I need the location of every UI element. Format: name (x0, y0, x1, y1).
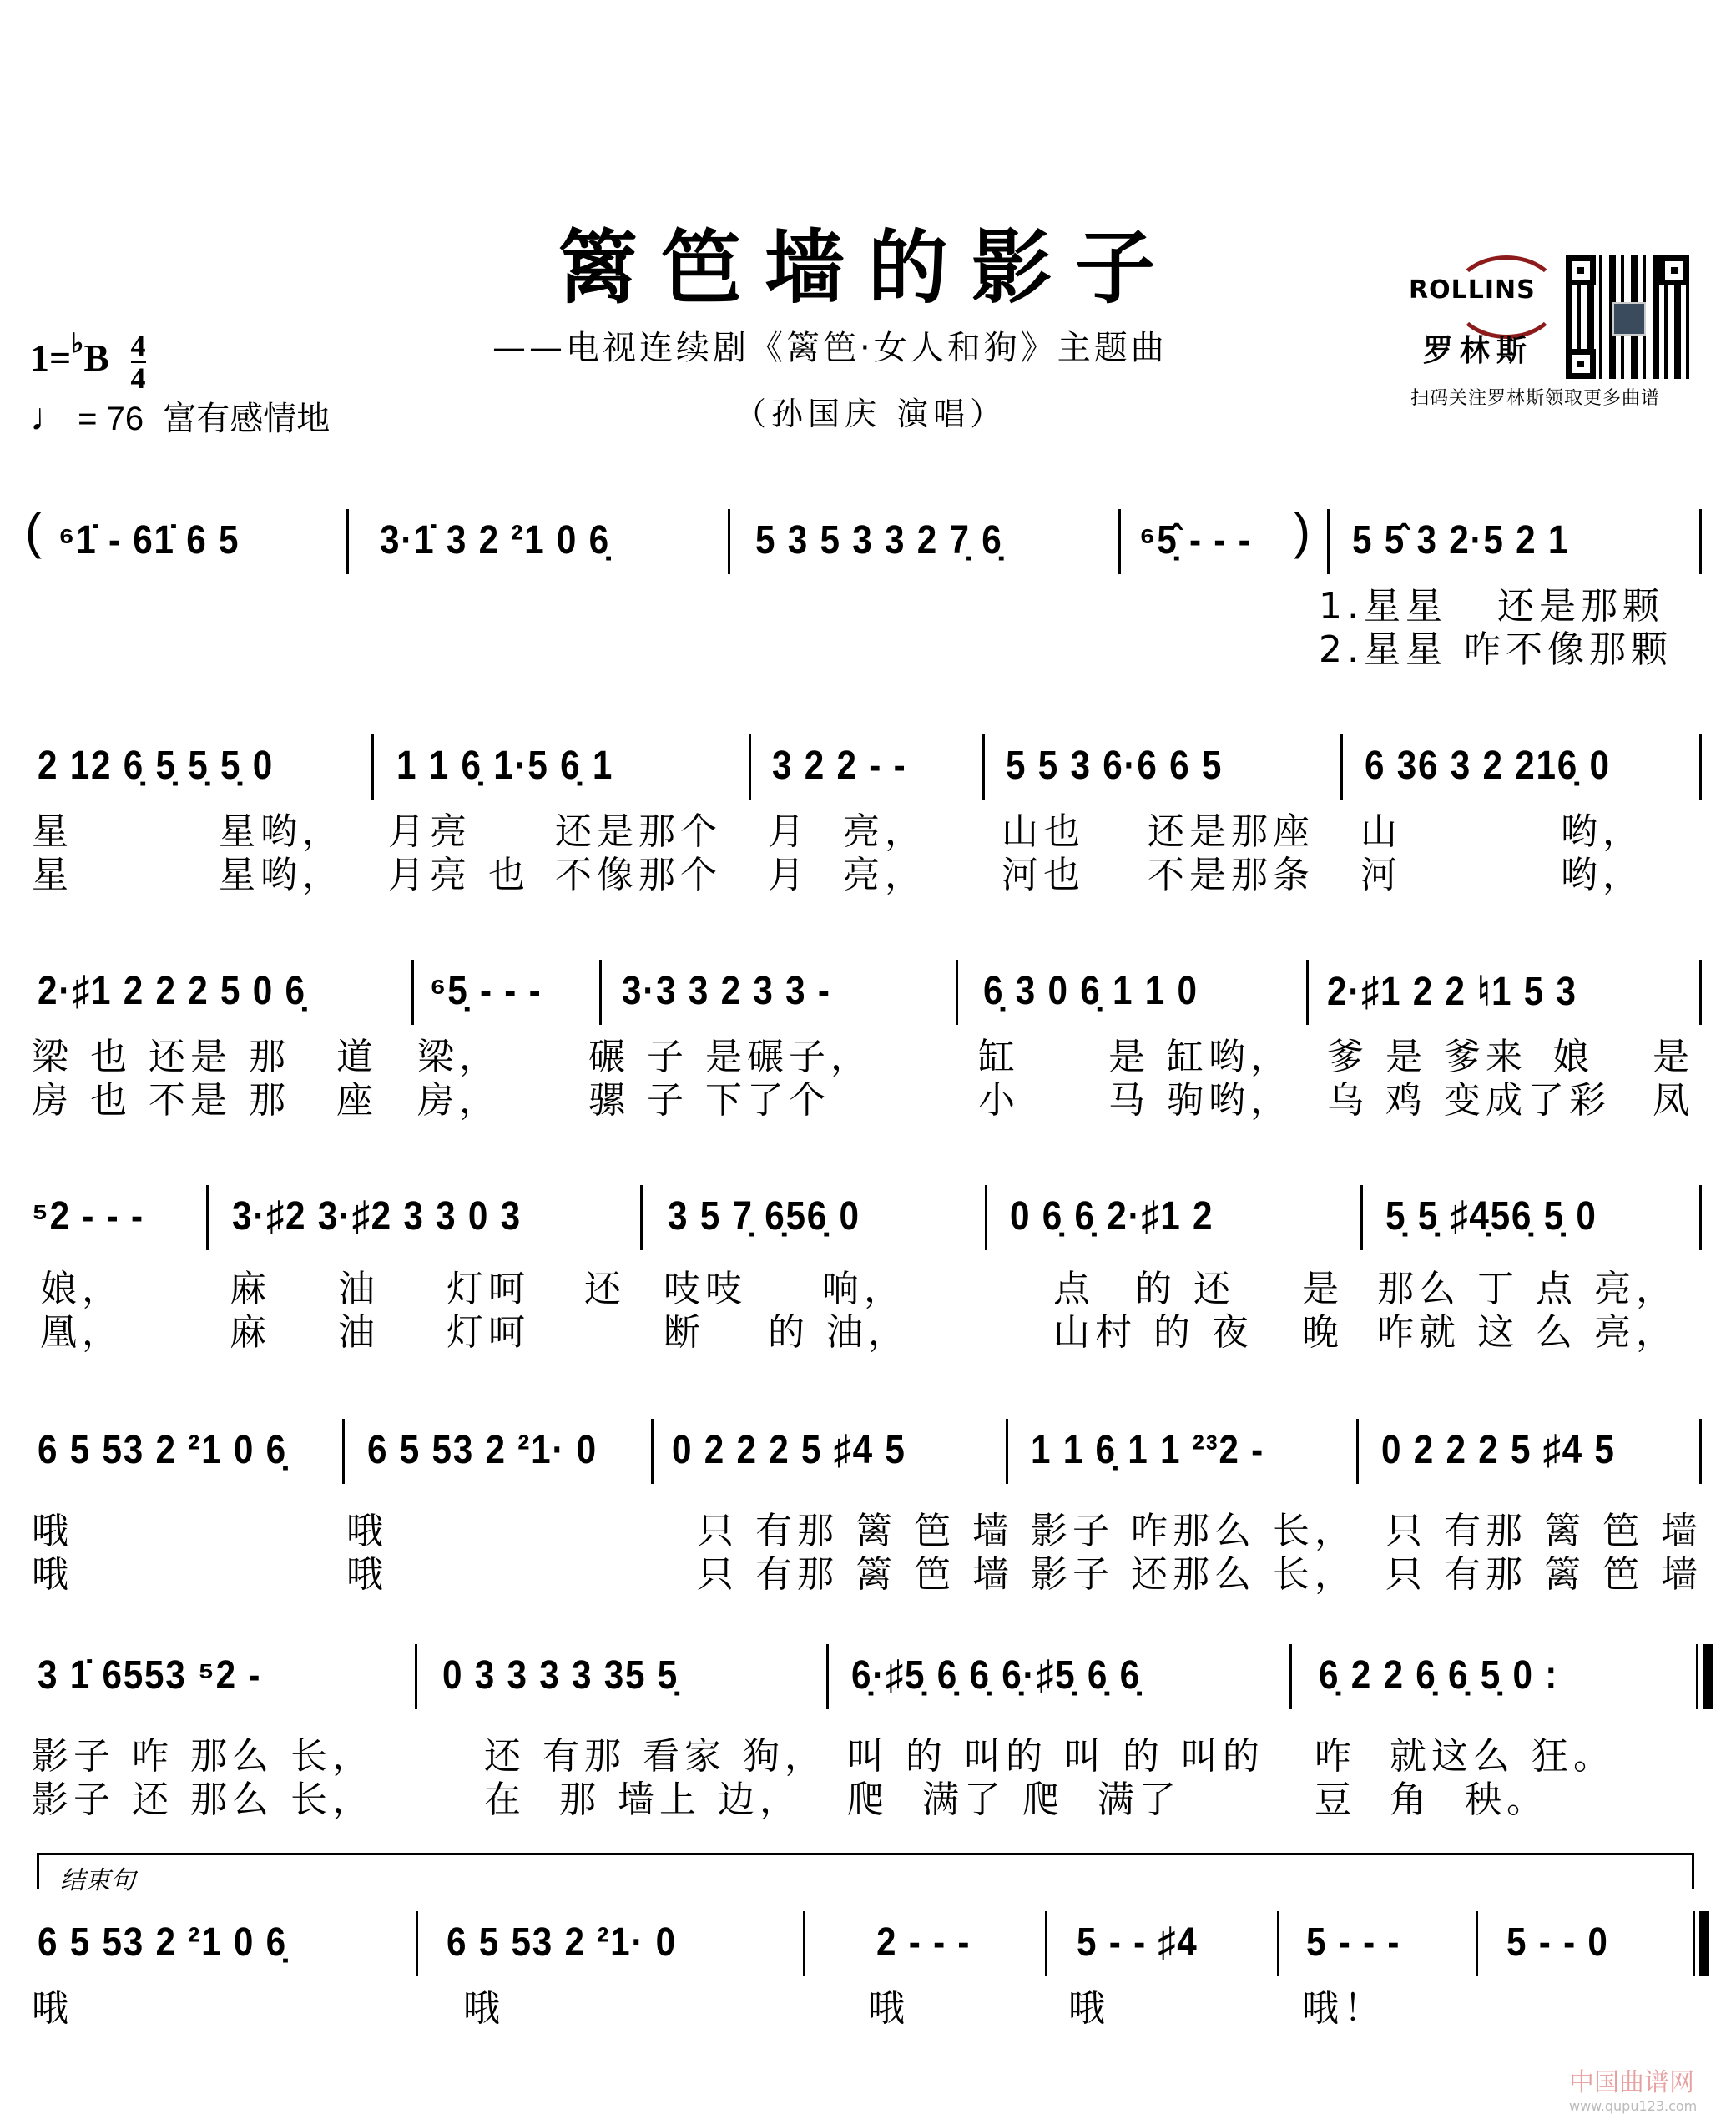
open-paren: ( (25, 503, 42, 559)
measure: 3 2 2 - - (772, 744, 907, 788)
measure: ⁵2 - - - (32, 1194, 144, 1239)
lyric: 油 (338, 1311, 380, 1354)
lyric: 月 (768, 854, 810, 896)
measure: 6 5 53 2 ²1· 0 (367, 1428, 598, 1472)
lyric: 乌 鸡 变成了彩 (1327, 1079, 1611, 1122)
lyric: 梁 也 还是 那 (32, 1036, 290, 1078)
time-top: 4 (130, 328, 146, 362)
barline (1476, 1911, 1478, 1976)
lyric: 影子 还 那么 长， (32, 1778, 374, 1821)
measure: ⁶5̣ - - - (430, 969, 542, 1013)
measure: 5̣ 5̣ ♯4̣56̣ 5̣ 0 (1385, 1194, 1597, 1239)
lyric: 亮， (843, 810, 926, 853)
barline (206, 1185, 209, 1250)
watermark-url: www.qupu123.com (1569, 2098, 1698, 2114)
song-subtitle: ——电视连续剧《篱笆·女人和狗》主题曲 (492, 329, 1168, 367)
quarter-note-icon: ♩ (30, 395, 68, 438)
measure: 3·♯2 3·♯2 3 3 0 3 (232, 1194, 522, 1239)
barline (1306, 960, 1309, 1025)
measure: ⁶1̇ - 61̇ 6 5 (58, 518, 240, 563)
lyric: 座 (336, 1079, 378, 1122)
lyric: 麻 (230, 1268, 271, 1310)
lyric: 哦 (463, 1987, 505, 2030)
lyric: 娘 (1552, 1036, 1594, 1078)
lyric: 影子 咋 那么 长， (32, 1735, 374, 1778)
lyric: 骡 子 下了个 (588, 1079, 830, 1122)
lyric: 还是那座 (1148, 810, 1315, 853)
barline (1327, 509, 1330, 574)
measure: 2 - - - (876, 1920, 971, 1965)
barline (1006, 1419, 1008, 1484)
lyric: 月 (768, 810, 810, 853)
lyric: 哟， (1561, 854, 1644, 896)
lyric: 哦 (32, 1510, 73, 1552)
measure: 5 - - ♯4 (1077, 1920, 1199, 1965)
measure: 2·♯1 2 2 ♮1 5 3 (1327, 970, 1577, 1014)
lyric: 哦 (32, 1987, 73, 2030)
lyric: 是 (1302, 1268, 1344, 1310)
repeat-barline-thick (1703, 1644, 1713, 1709)
measure: 0 3 3 3 3 35 5̣ (442, 1653, 679, 1698)
lyric: 不是那条 (1148, 854, 1315, 896)
lyric: 断 (664, 1311, 705, 1354)
measure: 0 2 2 2 5 ♯4 5 (1381, 1428, 1616, 1472)
lyric: 河也 (1002, 854, 1085, 896)
brand-logo-cn: 罗林斯 (1423, 333, 1534, 368)
barline (728, 509, 730, 574)
lyric: 小 (978, 1079, 1020, 1122)
lyric: 哦 (1068, 1987, 1110, 2030)
lyric: 叫 的 叫的 叫 的 叫的 (847, 1735, 1264, 1778)
repeat-barline-thin (1696, 1644, 1698, 1709)
lyric: 灯呵 (447, 1268, 530, 1310)
lyric: 碾 子 是碾子， (588, 1036, 872, 1078)
lyrics-verse-1: 1.星星 还是那颗 (1319, 585, 1664, 628)
lyric: 道 (336, 1036, 378, 1078)
lyric: 河 (1360, 854, 1402, 896)
lyric: 梁， (417, 1036, 501, 1078)
lyric: 哦 (868, 1987, 910, 2030)
barline (411, 960, 414, 1025)
lyric: 凤 (1653, 1079, 1694, 1122)
barline (1699, 509, 1702, 574)
lyric: 的 油， (768, 1311, 910, 1354)
tempo-marking (30, 392, 330, 440)
barline (982, 734, 985, 800)
lyric: 晚 (1302, 1311, 1344, 1354)
lyric: 影子 还那么 长， (1031, 1553, 1356, 1596)
barline (1356, 1419, 1359, 1484)
lyric: 还是那个 (555, 810, 722, 853)
measure: 6̣ 3 0 6̣ 1 1 0 (983, 969, 1199, 1013)
measure: 3·1̇ 3 2 ²1 0 6̣ (380, 518, 610, 563)
lyric: 山 (1360, 810, 1402, 853)
barline (346, 509, 349, 574)
lyric: 在 那 墙上 边， (484, 1778, 801, 1821)
lyric: 是 缸哟， (1108, 1036, 1292, 1078)
final-barline-thin (1693, 1911, 1695, 1976)
lyric: 哟， (1561, 810, 1644, 853)
measure: 5 5̂ 3 2·5 2 1 (1352, 518, 1570, 563)
lyric: 点 (1053, 1268, 1095, 1310)
barline (826, 1644, 829, 1709)
lyric: 只 有那 篱 笆 墙 (1385, 1510, 1703, 1552)
barline (749, 734, 751, 800)
barline (985, 1185, 987, 1250)
measure: 1 1 6̣ 1·5 6̣ 1 (396, 744, 614, 788)
lyric: 凰， (40, 1311, 124, 1354)
lyric: 咋 就这么 狂。 (1315, 1735, 1615, 1778)
qr-caption: 扫码关注罗林斯领取更多曲谱 (1410, 387, 1661, 408)
lyric: 咋就 这 么 亮， (1377, 1311, 1678, 1354)
lyric: 房 也 不是 那 (32, 1079, 290, 1122)
lyric: 马 驹哟， (1108, 1079, 1292, 1122)
lyric: 爬 满了 爬 满了 (847, 1778, 1181, 1821)
measure: 5 3 5 3 3 2 7̣ 6̣ (755, 518, 1003, 563)
lyric: 只 有那 篱 笆 墙 (697, 1553, 1014, 1596)
final-barline-thick (1699, 1911, 1709, 1976)
key-note: B (83, 336, 109, 379)
lyric: 不像那个 (555, 854, 722, 896)
saxophone-icon (1612, 302, 1646, 336)
lyric: 亮， (843, 854, 926, 896)
site-watermark (1569, 2061, 1697, 2114)
measure: 2·♯1 2 2 2 5 0 6̣ (38, 969, 306, 1013)
lyric: 哦 (346, 1510, 388, 1552)
measure: 3 5 7̣ 6̣56̣ 0 (668, 1194, 860, 1239)
measure: 3 1̇ 6553 ⁵2 - (38, 1653, 262, 1698)
ending-label: 结束句 (60, 1867, 135, 1895)
measure: 0 6̣ 6̣ 2·♯1 2 (1010, 1194, 1214, 1239)
barline (342, 1419, 345, 1484)
lyric: 星 (32, 810, 73, 853)
barline (416, 1911, 418, 1976)
barline (803, 1911, 805, 1976)
measure: ⁶5̣̂ - - - (1139, 518, 1252, 563)
time-signature (131, 330, 146, 393)
lyric: 星哟， (219, 810, 344, 853)
barline (371, 734, 374, 800)
lyric: 哦 (346, 1553, 388, 1596)
lyric: 哦！ (1302, 1987, 1385, 2030)
barline (599, 960, 602, 1025)
measure: 6̣·♯5̣ 6̣ 6̣ 6̣·♯5̣ 6̣ 6̣ (851, 1653, 1141, 1698)
barline (1360, 1185, 1363, 1250)
watermark-text: 中国曲谱网 (1569, 2068, 1694, 2097)
barline (1289, 1644, 1292, 1709)
barline (1045, 1911, 1047, 1976)
lyric: 油 (338, 1268, 380, 1310)
time-bottom: 4 (130, 361, 146, 395)
measure: 5 - - 0 (1506, 1920, 1609, 1965)
lyric: 吱吱 (664, 1268, 747, 1310)
measure: 6 5 53 2 ²1 0 6̣ (38, 1428, 287, 1472)
lyric: 影子 咋那么 长， (1031, 1510, 1356, 1552)
lyric: 的 还 (1135, 1268, 1235, 1310)
lyric: 爹 是 爹来 (1327, 1036, 1527, 1078)
measure: 2 12 6̣ 5̣ 5̣ 5̣ 0 (38, 744, 274, 788)
lyric: 是 (1653, 1036, 1694, 1078)
measure: 5 - - - (1306, 1920, 1401, 1965)
close-paren: ) (1294, 503, 1310, 559)
lyric: 房， (417, 1079, 501, 1122)
lyric: 还 有那 看家 狗， (484, 1735, 826, 1778)
lyric: 哦 (32, 1553, 73, 1596)
lyrics-verse-2: 2.星星 咋不像那颗 (1319, 628, 1673, 671)
lyric: 山也 (1002, 810, 1085, 853)
barline (640, 1185, 643, 1250)
song-title: 篱笆墙的影子 (558, 220, 1178, 315)
barline (415, 1644, 417, 1709)
measure: 6 5 53 2 ²1· 0 (447, 1920, 677, 1965)
lyric: 那么 丁 点 亮， (1377, 1268, 1678, 1310)
lyric: 星哟， (219, 854, 344, 896)
barline (651, 1419, 654, 1484)
barline (1340, 734, 1343, 800)
measure: 6 36 3 2 216̣ 0 (1365, 744, 1611, 788)
lyric: 娘， (40, 1268, 124, 1310)
brand-logo-en: ROLLINS (1409, 275, 1536, 305)
lyric: 只 有那 篱 笆 墙 (697, 1510, 1014, 1552)
singer-credit: （孙国庆 演唱） (734, 396, 1007, 432)
barline (1699, 1185, 1702, 1250)
barline (1699, 1419, 1702, 1484)
lyric: 灯呵 (447, 1311, 530, 1354)
barline (1277, 1911, 1279, 1976)
barline (956, 960, 958, 1025)
lyric: 响， (822, 1268, 906, 1310)
measure: 1 1 6̣ 1 1 ²³2 - (1031, 1428, 1264, 1472)
measure: 6 5 53 2 ²1 0 6̣ (38, 1920, 287, 1965)
lyric: 还 (584, 1268, 626, 1310)
lyric: 山村 的 夜 (1053, 1311, 1254, 1354)
tempo-value: = 76 (78, 401, 144, 437)
ending-bracket (37, 1853, 1694, 1889)
barline (1699, 960, 1702, 1025)
expression-marking: 富有感情地 (163, 401, 331, 437)
barline (1118, 509, 1121, 574)
key-label: 1= (30, 336, 72, 379)
key-signature (30, 327, 146, 393)
lyric: 缸 (978, 1036, 1020, 1078)
flat-icon: ♭ (71, 328, 84, 358)
lyric: 月亮 也 (388, 854, 530, 896)
lyric: 豆 角 秧。 (1315, 1778, 1548, 1821)
lyric: 只 有那 篱 笆 墙 (1385, 1553, 1703, 1596)
lyric: 麻 (230, 1311, 271, 1354)
measure: 0 2 2 2 5 ♯4 5 (672, 1428, 906, 1472)
barline (1699, 734, 1702, 800)
measure: 3·3 3 2 3 3 - (622, 969, 831, 1013)
lyric: 星 (32, 854, 73, 896)
lyric: 月亮 (388, 810, 472, 853)
measure: 5 5 3 6·6 6 5 (1006, 744, 1224, 788)
measure: 6̣ 2 2 6̣ 6̣ 5̣ 0 : (1319, 1653, 1559, 1698)
qr-code-icon[interactable] (1566, 255, 1689, 379)
